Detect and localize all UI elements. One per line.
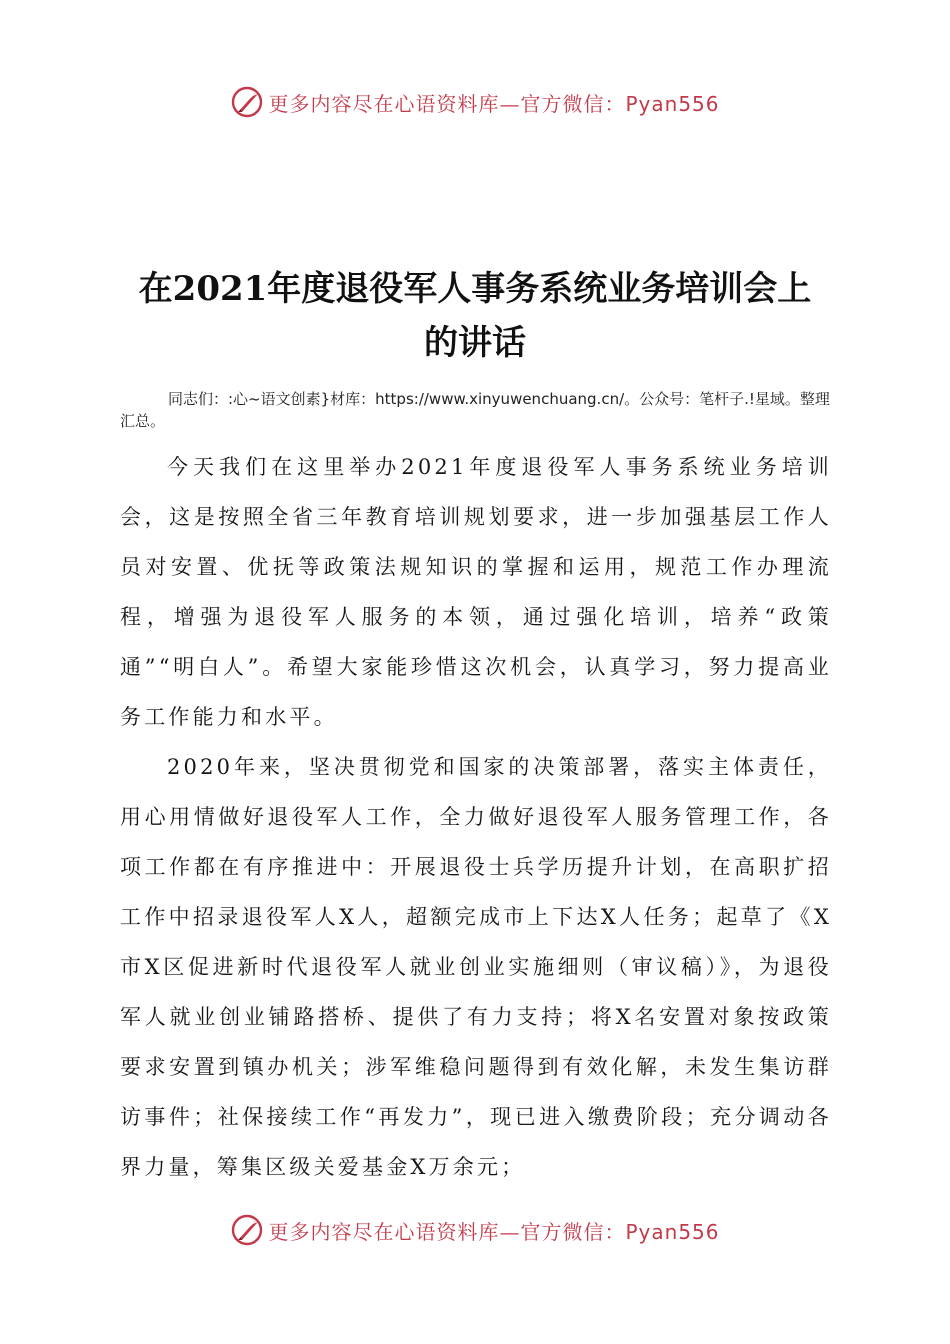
title-line-2: 的讲话 [424, 323, 526, 363]
paragraph: 2020年来，坚决贯彻党和国家的决策部署，落实主体责任，用心用情做好退役军人工作，全力做好退役军人服务管理工作，各项工作都在有序推进中：开展退役士兵学历提升计划，在高职扩招工作中招录退役军人X人，超额完成市上下达X人任务；起草了《X市X区促进新时代退役军人就业创业实施细则（审议稿）》，为退役军人就业创业铺路搭桥、提供了有力支持；将X名安置对象按政策要求安置到镇办机关；涉军维稳问题得到有效化解，未发生集访群访事件；社保接续工作“再发力”，现已进入缴费阶段；充分调动各界力量，筹集区级关爱基金X万余元； [120, 755, 832, 1179]
document-body [120, 442, 832, 1192]
page-title [60, 262, 890, 370]
banner-text: 更多内容尽在心语资料库—官方微信：Pyan556 [268, 1219, 720, 1244]
footer-banner [0, 1208, 950, 1252]
banner-text: 更多内容尽在心语资料库—官方微信：Pyan556 [268, 91, 720, 116]
source-note: 同志们：:心~语文创素}材库：https://www.xinyuwenchuang.cn/。公众号：笔杆子.!星域。整理汇总。 [120, 390, 830, 430]
quill-pen-logo-icon [230, 85, 264, 119]
paragraph: 今天我们在这里举办2021年度退役军人事务系统业务培训会，这是按照全省三年教育培训规划要求，进一步加强基层工作人员对安置、优抚等政策法规知识的掌握和运用，规范工作办理流程，增强为退役军人服务的本领，通过强化培训，培养“政策通”“明白人”。希望大家能珍惜这次机会，认真学习，努力提高业务工作能力和水平。 [120, 455, 832, 729]
quill-pen-logo-icon [230, 1213, 264, 1247]
wechat-id: Pyan556 [625, 1219, 720, 1244]
header-banner [0, 80, 950, 124]
title-line-1: 在2021年度退役军人事务系统业务培训会上 [138, 269, 812, 309]
wechat-id: Pyan556 [625, 91, 720, 116]
